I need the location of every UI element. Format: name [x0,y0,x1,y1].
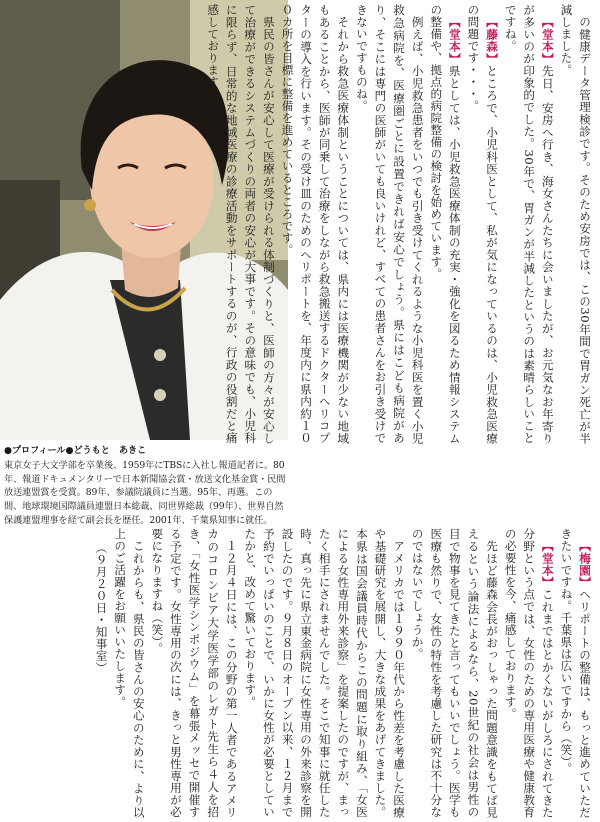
paragraph: 【藤森】ところで、小児科医として、私が気になっているのは、小児救急医療の問題です・・・。 [466,4,500,445]
top-text-column [206,4,594,445]
profile-body: 東京女子大文学部を卒業後、1959年にTBSに入社し報道記者に。80年、報道ドキュメンタリーで日本新聞協会賞・放送文化基金賞・民間放送連盟賞を受賞。89年、参議院議員に当選。95年、再選。この間、地球環境国際議員連盟日本総裁、同世界総裁（99年）、世界自然保護連盟理事を経て副会長を歴任。2001年、千葉県知事に就任。 [4,459,286,526]
speaker-label: 【堂本】 [447,15,462,65]
paragraph: 県民の皆さんが安心して医療が受けられる体制づくりと、医師の方々が安心して治療ができるシステムづくりの両者の安心が大事です。その意味でも、小児科に限らず、日常的な地域医療の診療活動をサポートするのが、行政の役割だと痛感しております。 [206,4,276,444]
speaker-label: 【堂本】 [540,15,555,65]
paragraph: 【梅園】ヘリポートの整備は、もっと進めていただきたいですね。千葉県は広いですから（笑）。 [559,528,592,818]
paragraph: 先ほど藤森会長がおっしゃった問題意識をもてば見えるという論法によるなら、20世紀の社会は男性の目で物事を見てきたと言ってもいいでしょう。医学も医療も然りで、女性の特性を考慮した研究は不十分なのではないでしょうか。 [410,528,500,818]
speaker-label: 【堂本】 [540,539,555,589]
paragraph: の健康データ管理検診です。そのため安房では、この30年間で胃ガン死亡が半減しました。 [559,4,592,444]
paragraph: これからも、県民の皆さんの安心のために、より以上のご活躍をお願いいたします。 [113,528,146,818]
speaker-label: 【梅園】 [578,539,592,589]
paragraph: アメリカでは１９９０年代から性差を考慮した医療や基礎研究を展開し、大きな成果をあげてきました。本県は国会議員時代からこの問題に取り組み、「女医による女性専用外来診察」を提案したのですが、まったく相手にされませんでした。そこで知事に就任した時、真っ先に県立東金病院に女性専用の外来診察を開設したのです。９月８日のオープン以来、１２月まで予約でいっぱいのことで、いかに女性が必要としていたかと、改めて驚いております。 [243,528,407,818]
bottom-text-column [16,528,594,818]
paragraph: 【堂本】先日、安房へ行き、海女さんたちに会いましたが、お元気なお年寄りが多いのが印象的でした。30年で、胃ガンが半減したというのは素晴らしいことですね。 [503,4,555,445]
paragraph: 【堂本】これまではとかくないがしろにされてきた分野という点では、女性のための専用医療や健康教育の必要性を今、痛感しております。 [503,528,555,818]
speaker-label: 【藤森】 [485,15,500,65]
paragraph: それから救急医療体制ということについては、県内には医療機関が少ない地域もあることから、医師が同乗して治療をしながら救急搬送するドクターヘリコプターの導入を行います。その受け皿のためのヘリポートを、年度内に県内約１００カ所を目標に整備を進めているところです。 [280,4,351,444]
interview-signoff: （９月２０日・知事室） [94,542,109,674]
paragraph: 【堂本】県としては、小児救急医療体制の充実・強化を図るため情報システムの整備や、拠点的病院整備の検討を始めています。 [429,4,462,445]
profile-heading: ●プロフィール●どうもと あきこ [4,445,147,456]
paragraph: １２月４日には、この分野の第一人者であるアメリカのコロンビア大学医学部のレガト先生ら４人を招き、「女性医学シンポジウム」を幕張メッセで開催する予定です。女性専用の次には、きっと男性専用が必要になりますね（笑）。 [150,528,239,818]
paragraph: 例えば、小児救急患者をいつでも引き受けてくれるような小児科医を置く小児救急病院を、医療圏ごとに設置できれば安心でしょう。県にはこども病院があり、そこには専門の医師がいても良いけれど、すべての患者さんをお引き受けできないですものね。 [354,4,425,444]
